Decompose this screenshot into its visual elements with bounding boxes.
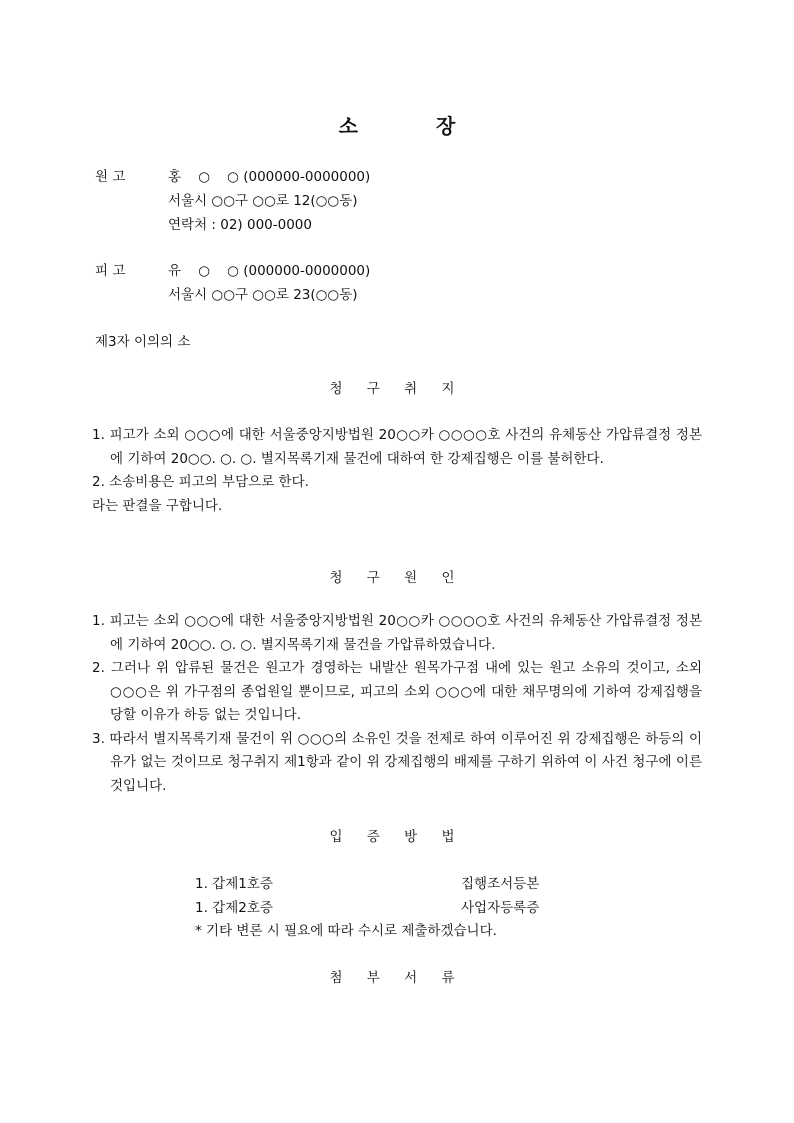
claim-cause-heading: 청 구 원 인 bbox=[329, 570, 465, 586]
evidence-document-name: 사업자등록증 bbox=[461, 900, 540, 916]
evidence-note: * 기타 변론 시 필요에 따라 수시로 제출하겠습니다. bbox=[195, 923, 497, 939]
attachments-heading: 첨 부 서 류 bbox=[329, 970, 465, 986]
claim-purpose-body bbox=[92, 424, 702, 518]
plaintiff-address: 서울시 ○○구 ○○로 12(○○동) bbox=[168, 193, 358, 209]
evidence-number: 1. 갑제2호증 bbox=[195, 900, 273, 916]
case-name: 제3자 이의의 소 bbox=[95, 334, 191, 350]
title-char-1: 소 bbox=[338, 114, 358, 138]
defendant-name-line: 유 ○ ○ (000000-0000000) bbox=[168, 263, 371, 279]
claim-purpose-item: 2. 소송비용은 피고의 부담으로 한다. bbox=[92, 474, 309, 490]
claim-purpose-heading: 청 구 취 지 bbox=[329, 381, 465, 397]
document-title bbox=[0, 110, 794, 139]
plaintiff-name-line: 홍 ○ ○ (000000-0000000) bbox=[168, 169, 371, 185]
claim-purpose-item: 1. 피고가 소외 ○○○에 대한 서울중앙지방법원 20○○카 ○○○○호 사건의 유체동산 가압류결정 정본에 기하여 20○○. ○. ○. 별지목록기재 물건에 대하여 한 강제집행은 이를 불허한다. bbox=[92, 427, 702, 467]
defendant-address: 서울시 ○○구 ○○로 23(○○동) bbox=[168, 287, 358, 303]
evidence-number: 1. 갑제1호증 bbox=[195, 876, 273, 892]
claim-cause-item: 2. 그러나 위 압류된 물건은 원고가 경영하는 내발산 원목가구점 내에 있는 원고 소유의 것이고, 소외 ○○○은 위 가구점의 종업원일 뿐이므로, 피고의 소외 ○○○에 대한 채무명의에 기하여 강제집행을 당할 이유가 하등 없는 것입니다. bbox=[92, 660, 702, 723]
evidence-row bbox=[195, 872, 555, 892]
evidence-heading: 입 증 방 법 bbox=[329, 829, 465, 845]
claim-purpose-closing: 라는 판결을 구합니다. bbox=[92, 497, 223, 514]
defendant-label: 피 고 bbox=[95, 263, 126, 279]
title-char-2: 장 bbox=[436, 114, 456, 138]
claim-cause-body bbox=[92, 610, 702, 798]
evidence-row bbox=[195, 896, 555, 916]
evidence-document-name: 집행조서등본 bbox=[461, 876, 540, 892]
claim-cause-item: 1. 피고는 소외 ○○○에 대한 서울중앙지방법원 20○○카 ○○○○호 사건의 유체동산 가압류결정 정본에 기하여 20○○. ○. ○. 별지목록기재 물건을 가압류하였습니다. bbox=[92, 613, 702, 653]
plaintiff-contact: 연락처 : 02) 000-0000 bbox=[168, 217, 312, 233]
plaintiff-label: 원 고 bbox=[95, 169, 126, 185]
claim-cause-item: 3. 따라서 별지목록기재 물건이 위 ○○○의 소유인 것을 전제로 하여 이루어진 위 강제집행은 하등의 이유가 없는 것이므로 청구취지 제1항과 같이 위 강제집행의 배제를 구하기 위하여 이 사건 청구에 이른 것입니다. bbox=[92, 730, 702, 794]
